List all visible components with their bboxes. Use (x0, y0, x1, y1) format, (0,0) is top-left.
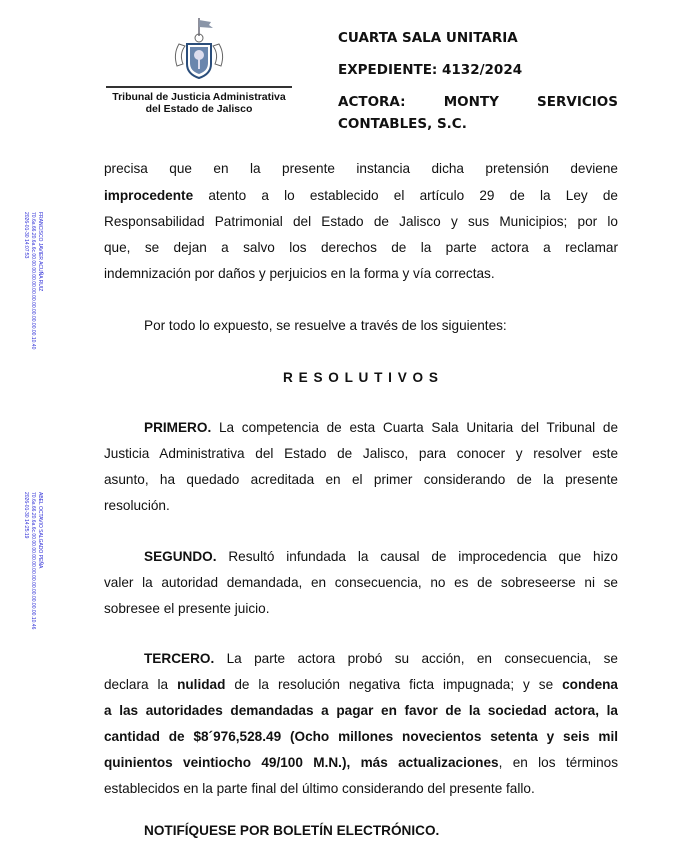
text-line (104, 497, 618, 515)
text-run: La parte actora probó su acción, en consecuencia, se (214, 651, 618, 666)
logo-line-2: del Estado de Jalisco (145, 103, 253, 115)
signer-serial: 70.6a.66.20.6a.6c.00.00.00.00.00.00.00.00.00.00.00.00.10.40 (30, 212, 36, 350)
text-run: Por todo lo expuesto, se resuelve a través de los siguientes: (144, 318, 507, 333)
text-run: precisa que en la presente instancia dicha pretensión deviene (104, 161, 618, 176)
text-line (104, 676, 618, 694)
text-line (104, 574, 618, 592)
text-run: asunto, ha quedado acreditada en el primer considerando de la presente (104, 472, 618, 487)
text-line (104, 213, 618, 231)
text-run: valer la autoridad demandada, en consecuencia, no es de sobreseerse ni se (104, 575, 618, 590)
sala-heading: CUARTA SALA UNITARIA (338, 30, 518, 46)
bold-text-run: improcedente (104, 188, 194, 203)
coat-of-arms-icon (159, 14, 239, 82)
text-run: establecidos en la parte final del último considerando del presente fallo. (104, 781, 535, 796)
text-line (144, 650, 618, 668)
signer-name: ABEL OCTAVIO SALGADO PEÑA (37, 492, 43, 569)
text-line (104, 160, 618, 178)
text-line (104, 780, 618, 798)
text-line (144, 548, 618, 566)
text-run: que, se dejan a salvo los derechos de la parte actora a reclamar (104, 240, 618, 255)
tribunal-logo (104, 14, 294, 115)
electronic-signature-2 (22, 492, 43, 629)
actora-heading-line2: CONTABLES, S.C. (338, 116, 467, 132)
text-run: , en los términos (498, 755, 618, 770)
text-line (104, 754, 618, 772)
actora-word: MONTY (443, 94, 499, 110)
logo-line-1: Tribunal de Justicia Administrativa (112, 91, 286, 103)
text-run: Resultó infundada la causal de improcedencia que hizo (216, 549, 618, 564)
electronic-signature-1 (22, 212, 43, 349)
text-line (104, 239, 618, 257)
actora-heading-line1 (338, 94, 618, 110)
signer-serial: 70.6a.66.20.6a.6c.00.00.00.00.00.00.00.00.00.00.00.00.10.46 (30, 492, 36, 630)
bold-text-run: PRIMERO. (144, 420, 212, 435)
text-line (144, 317, 618, 335)
text-run: sobresee el presente juicio. (104, 601, 270, 616)
text-line (104, 445, 618, 463)
text-run: declara la (104, 677, 178, 692)
text-run: atento a lo establecido el artículo 29 de la Ley de (193, 188, 618, 203)
expediente-heading: EXPEDIENTE: 4132/2024 (338, 62, 523, 78)
text-run: La competencia de esta Cuarta Sala Unitaria del Tribunal de (211, 420, 618, 435)
text-run: Responsabilidad Patrimonial del Estado de Jalisco y sus Municipios; por lo (104, 214, 618, 229)
text-run: resolución. (104, 498, 170, 513)
text-line (104, 265, 618, 283)
text-line (144, 419, 618, 437)
text-line (104, 369, 618, 387)
bold-text-run: quinientos veintiocho 49/100 M.N.), más actualizaciones (104, 755, 499, 770)
bold-text-run: nulidad (177, 677, 226, 692)
bold-text-run: SEGUNDO. (144, 549, 217, 564)
text-line (144, 822, 618, 840)
text-run: Justicia Administrativa del Estado de Jalisco, para conocer y resolver este (104, 446, 618, 461)
actora-label: ACTORA: (338, 94, 406, 110)
signer-name: FRANCISCO JAVIER ACUÑA RUIZ (37, 212, 43, 292)
actora-word: SERVICIOS (537, 94, 618, 110)
signer-date: 2026-01-30 14:25:19 (23, 492, 29, 539)
bold-text-run: a las autoridades demandadas a pagar en favor de la sociedad actora, la (104, 703, 618, 718)
text-line (104, 728, 618, 746)
bold-text-run: NOTIFÍQUESE POR BOLETÍN ELECTRÓNICO. (144, 823, 440, 838)
bold-text-run: R E S O L U T I V O S (283, 370, 439, 385)
text-line (104, 600, 618, 618)
bold-text-run: cantidad de $8´976,528.49 (Ocho millones novecientos setenta y seis mil (104, 729, 618, 744)
text-line (104, 471, 618, 489)
text-run: de la resolución negativa ficta impugnada; y se (225, 677, 563, 692)
text-line (104, 187, 618, 205)
signer-date: 2026-01-30 14:07:53 (23, 212, 29, 259)
logo-divider (106, 86, 292, 88)
bold-text-run: TERCERO. (144, 651, 215, 666)
bold-text-run: condena (562, 677, 618, 692)
text-line (104, 702, 618, 720)
text-run: indemnización por daños y perjuicios en la forma y vía correctas. (104, 266, 495, 281)
